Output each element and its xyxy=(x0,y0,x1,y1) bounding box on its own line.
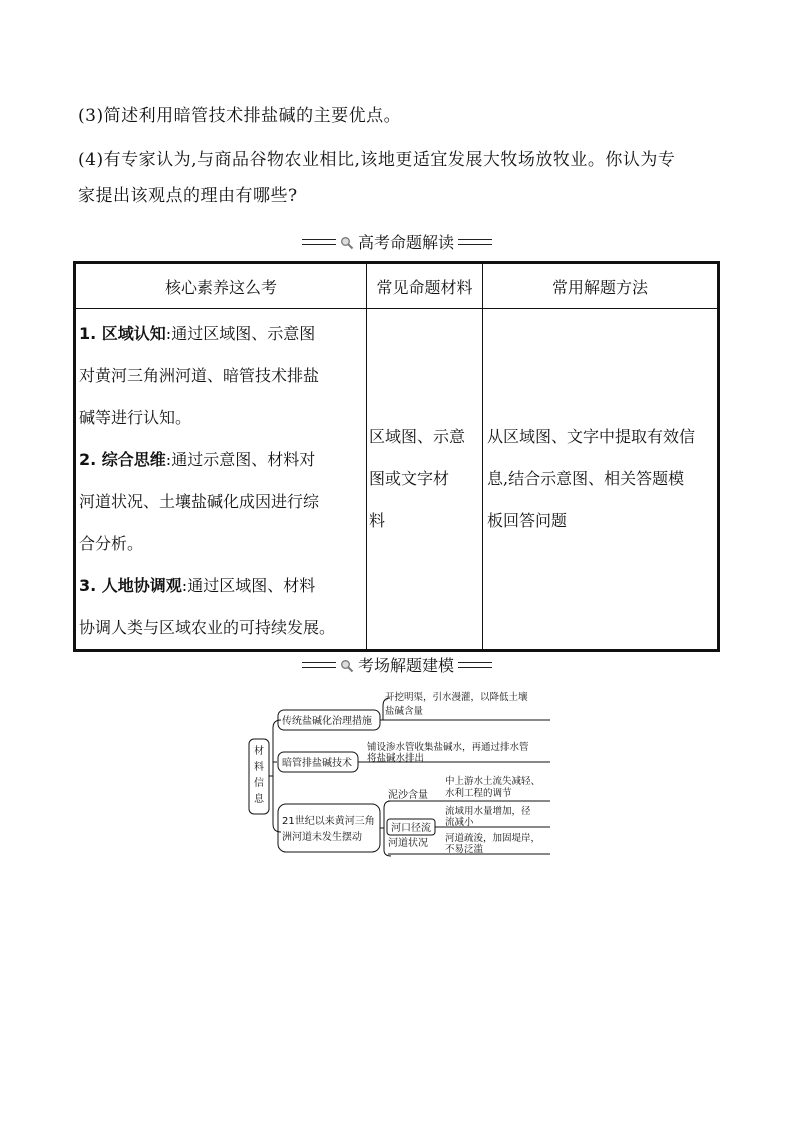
branch-box xyxy=(278,804,380,852)
list-item: 料 xyxy=(369,511,386,530)
table-header-cell: 核心素养这么考 xyxy=(75,263,367,309)
magnifier-icon xyxy=(340,235,354,249)
decorative-rule xyxy=(302,662,336,668)
root-char: 信 xyxy=(254,778,264,789)
leaf-text: 流减小 xyxy=(445,817,474,828)
list-item: 协调人类与区域农业的可持续发展。 xyxy=(79,618,336,637)
section-title-modeling xyxy=(0,653,794,676)
material-cell xyxy=(367,309,483,651)
list-item xyxy=(79,439,364,481)
decorative-rule xyxy=(302,239,336,245)
table-header-cell: 常见命题材料 xyxy=(367,263,483,309)
decorative-rule xyxy=(458,239,492,245)
leaf-text: 不易泛滥 xyxy=(445,844,484,855)
branch-connector xyxy=(269,720,281,832)
table-header-row xyxy=(75,263,719,309)
section-title-text: 考场解题建模 xyxy=(357,656,454,675)
list-item xyxy=(79,313,364,355)
branch-label: 传统盐碱化治理措施 xyxy=(282,716,372,727)
literacy-label: 2. 综合思维 xyxy=(79,450,166,469)
leaf-text: 开挖明渠，引水漫灌，以降低土壤 xyxy=(385,692,528,703)
leaf-text: 水利工程的调节 xyxy=(445,788,512,799)
decorative-rule xyxy=(458,662,492,668)
literacy-text: :通过区域图、材料 xyxy=(181,576,316,595)
sub-label: 河道状况 xyxy=(388,838,428,849)
leaf-text: 盐碱含量 xyxy=(385,706,424,717)
branch-label: 暗管排盐碱技术 xyxy=(282,758,352,769)
list-item: 区域图、示意 xyxy=(369,427,466,446)
question-4-line1: (4)有专家认为,与商品谷物农业相比,该地更适宜发展大牧场放牧业。你认为专 xyxy=(78,150,676,170)
section-title-text: 高考命题解读 xyxy=(357,233,454,252)
literacy-text: :通过示意图、材料对 xyxy=(165,450,316,469)
list-item: 河道状况、土壤盐碱化成因进行综 xyxy=(79,492,320,511)
sub-label: 河口径流 xyxy=(391,823,431,834)
literacy-text: :通过区域图、示意图 xyxy=(165,324,316,343)
list-item: 对黄河三角洲河道、暗管技术排盐 xyxy=(79,366,320,385)
literacy-label: 3. 人地协调观 xyxy=(79,576,182,595)
root-char: 材 xyxy=(254,746,264,757)
list-item: 从区域图、文字中提取有效信 xyxy=(487,427,696,446)
list-item xyxy=(79,565,364,607)
leaf-text: 中上游水土流失减轻、 xyxy=(445,776,541,787)
root-char: 息 xyxy=(254,794,264,805)
question-4-line2: 家提出该观点的理由有哪些? xyxy=(78,186,298,206)
branch-label: 洲河道未发生摆动 xyxy=(282,832,362,843)
leaf-text: 铺设渗水管收集盐碱水，再通过排水管 xyxy=(367,742,529,753)
solution-model-diagram xyxy=(245,684,555,864)
root-label xyxy=(254,744,267,805)
list-item: 图或文字材 xyxy=(369,469,450,488)
method-cell xyxy=(483,309,719,651)
sub-leaf-connector xyxy=(433,782,437,806)
leaf-text: 河道疏浚，加固堤岸， xyxy=(445,833,541,844)
magnifier-icon xyxy=(340,658,354,672)
list-item: 合分析。 xyxy=(79,534,144,553)
list-item: 息,结合示意图、相关答题模 xyxy=(487,469,685,488)
table-row xyxy=(75,309,719,651)
exam-analysis-table xyxy=(73,261,720,652)
table-header-cell: 常用解题方法 xyxy=(483,263,719,309)
core-literacy-cell xyxy=(75,309,367,651)
leaf-text: 将盐碱水排出 xyxy=(367,753,425,764)
list-item: 碱等进行认知。 xyxy=(79,408,192,427)
list-item: 板回答问题 xyxy=(487,511,568,530)
root-char: 料 xyxy=(254,762,264,773)
sub-label: 泥沙含量 xyxy=(388,790,428,801)
question-3: (3)简述利用暗管技术排盐碱的主要优点。 xyxy=(78,106,402,126)
section-title-exam-analysis xyxy=(0,230,794,253)
leaf-text: 流域用水量增加，径 xyxy=(445,806,531,817)
literacy-label: 1. 区域认知 xyxy=(79,324,166,343)
branch-label: 21世纪以来黄河三角 xyxy=(282,816,375,827)
